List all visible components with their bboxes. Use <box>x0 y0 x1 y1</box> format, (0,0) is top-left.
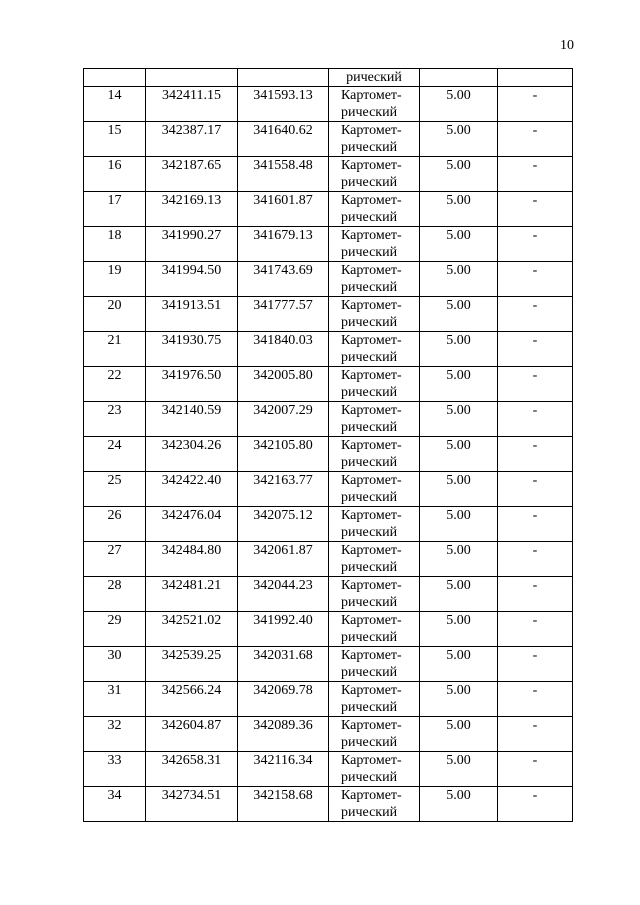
cell-note: - <box>498 682 573 717</box>
method-line-1: Картомет- <box>341 228 402 243</box>
cell-x-coordinate: 342539.25 <box>146 647 238 682</box>
cell-accuracy: 5.00 <box>420 332 498 367</box>
method-line-2: рический <box>341 770 398 785</box>
cell-y-coordinate: 342075.12 <box>238 507 329 542</box>
cell-y-coordinate: 341593.13 <box>238 87 329 122</box>
page-number: 10 <box>560 38 574 53</box>
cell-accuracy: 5.00 <box>420 227 498 262</box>
cell-accuracy: 5.00 <box>420 647 498 682</box>
cell-point-number: 16 <box>84 157 146 192</box>
cell-method <box>329 542 420 577</box>
continuation-cell-method: ричеcкий <box>329 69 420 87</box>
method-line-2: рический <box>341 105 398 120</box>
method-line-1: Картомет- <box>341 473 402 488</box>
cell-accuracy: 5.00 <box>420 262 498 297</box>
cell-x-coordinate: 341913.51 <box>146 297 238 332</box>
cell-point-number: 15 <box>84 122 146 157</box>
method-line-1: Картомет- <box>341 263 402 278</box>
method-line-1: Картомет- <box>341 123 402 138</box>
cell-method <box>329 717 420 752</box>
cell-note: - <box>498 122 573 157</box>
method-line-1: Картомет- <box>341 298 402 313</box>
cell-point-number: 21 <box>84 332 146 367</box>
coordinates-table <box>83 68 573 822</box>
continuation-cell-y <box>238 69 329 87</box>
method-line-1: Картомет- <box>341 683 402 698</box>
cell-method <box>329 297 420 332</box>
method-line-2: рический <box>341 700 398 715</box>
cell-y-coordinate: 342163.77 <box>238 472 329 507</box>
cell-y-coordinate: 342044.23 <box>238 577 329 612</box>
table-row <box>84 437 573 472</box>
cell-y-coordinate: 341679.13 <box>238 227 329 262</box>
cell-point-number: 33 <box>84 752 146 787</box>
cell-method <box>329 87 420 122</box>
table-row <box>84 262 573 297</box>
coordinates-table-body <box>84 69 573 822</box>
method-line-2: рический <box>341 175 398 190</box>
table-row <box>84 752 573 787</box>
cell-y-coordinate: 341777.57 <box>238 297 329 332</box>
cell-note: - <box>498 262 573 297</box>
cell-x-coordinate: 342422.40 <box>146 472 238 507</box>
cell-method <box>329 227 420 262</box>
table-row <box>84 332 573 367</box>
table-row <box>84 787 573 822</box>
cell-accuracy: 5.00 <box>420 787 498 822</box>
cell-accuracy: 5.00 <box>420 682 498 717</box>
method-line-2: рический <box>341 455 398 470</box>
cell-note: - <box>498 507 573 542</box>
cell-note: - <box>498 297 573 332</box>
method-line-1: Картомет- <box>341 753 402 768</box>
cell-note: - <box>498 752 573 787</box>
cell-accuracy: 5.00 <box>420 87 498 122</box>
cell-y-coordinate: 341640.62 <box>238 122 329 157</box>
cell-x-coordinate: 341994.50 <box>146 262 238 297</box>
continuation-cell-note <box>498 69 573 87</box>
cell-method <box>329 507 420 542</box>
cell-point-number: 25 <box>84 472 146 507</box>
cell-accuracy: 5.00 <box>420 472 498 507</box>
cell-point-number: 29 <box>84 612 146 647</box>
cell-point-number: 27 <box>84 542 146 577</box>
cell-x-coordinate: 342140.59 <box>146 402 238 437</box>
table-row <box>84 542 573 577</box>
cell-method <box>329 437 420 472</box>
cell-y-coordinate: 342007.29 <box>238 402 329 437</box>
cell-point-number: 18 <box>84 227 146 262</box>
cell-y-coordinate: 342105.80 <box>238 437 329 472</box>
cell-y-coordinate: 341743.69 <box>238 262 329 297</box>
method-line-1: Картомет- <box>341 193 402 208</box>
cell-accuracy: 5.00 <box>420 192 498 227</box>
method-line-2: рический <box>341 420 398 435</box>
table-row <box>84 87 573 122</box>
continuation-cell-accuracy <box>420 69 498 87</box>
method-line-1: Картомет- <box>341 578 402 593</box>
table-row <box>84 192 573 227</box>
cell-note: - <box>498 87 573 122</box>
cell-accuracy: 5.00 <box>420 717 498 752</box>
cell-method <box>329 647 420 682</box>
cell-x-coordinate: 341990.27 <box>146 227 238 262</box>
method-line-2: рический <box>341 210 398 225</box>
cell-method <box>329 682 420 717</box>
cell-method <box>329 787 420 822</box>
cell-accuracy: 5.00 <box>420 367 498 402</box>
method-line-2: рический <box>341 665 398 680</box>
cell-note: - <box>498 612 573 647</box>
cell-accuracy: 5.00 <box>420 542 498 577</box>
cell-point-number: 23 <box>84 402 146 437</box>
method-line-1: Картомет- <box>341 403 402 418</box>
method-line-2: рический <box>341 735 398 750</box>
cell-y-coordinate: 342061.87 <box>238 542 329 577</box>
table-row <box>84 472 573 507</box>
cell-note: - <box>498 332 573 367</box>
table-row <box>84 682 573 717</box>
method-line-2: рический <box>341 560 398 575</box>
cell-method <box>329 402 420 437</box>
method-line-1: Картомет- <box>341 613 402 628</box>
method-line-2: рический <box>341 595 398 610</box>
cell-x-coordinate: 342734.51 <box>146 787 238 822</box>
cell-accuracy: 5.00 <box>420 752 498 787</box>
cell-accuracy: 5.00 <box>420 437 498 472</box>
method-line-2: рический <box>341 140 398 155</box>
method-line-1: Картомет- <box>341 368 402 383</box>
cell-method <box>329 612 420 647</box>
cell-method <box>329 577 420 612</box>
cell-point-number: 34 <box>84 787 146 822</box>
cell-accuracy: 5.00 <box>420 122 498 157</box>
table-row <box>84 122 573 157</box>
cell-x-coordinate: 342411.15 <box>146 87 238 122</box>
cell-x-coordinate: 342187.65 <box>146 157 238 192</box>
cell-point-number: 26 <box>84 507 146 542</box>
cell-point-number: 31 <box>84 682 146 717</box>
cell-note: - <box>498 192 573 227</box>
cell-note: - <box>498 717 573 752</box>
cell-point-number: 28 <box>84 577 146 612</box>
cell-point-number: 30 <box>84 647 146 682</box>
method-line-1: Картомет- <box>341 543 402 558</box>
table-row <box>84 227 573 262</box>
cell-point-number: 22 <box>84 367 146 402</box>
cell-x-coordinate: 342169.13 <box>146 192 238 227</box>
table-row <box>84 717 573 752</box>
method-line-1: Картомет- <box>341 718 402 733</box>
method-line-1: Картомет- <box>341 333 402 348</box>
cell-note: - <box>498 437 573 472</box>
table-row <box>84 297 573 332</box>
cell-note: - <box>498 542 573 577</box>
cell-x-coordinate: 342521.02 <box>146 612 238 647</box>
cell-x-coordinate: 342476.04 <box>146 507 238 542</box>
table-row <box>84 402 573 437</box>
table-row <box>84 577 573 612</box>
cell-accuracy: 5.00 <box>420 157 498 192</box>
table-row <box>84 367 573 402</box>
cell-x-coordinate: 341976.50 <box>146 367 238 402</box>
cell-accuracy: 5.00 <box>420 297 498 332</box>
cell-accuracy: 5.00 <box>420 507 498 542</box>
cell-y-coordinate: 342158.68 <box>238 787 329 822</box>
method-line-2: рический <box>341 805 398 820</box>
continuation-row <box>84 69 573 87</box>
cell-method <box>329 367 420 402</box>
cell-x-coordinate: 342387.17 <box>146 122 238 157</box>
cell-y-coordinate: 341601.87 <box>238 192 329 227</box>
cell-point-number: 17 <box>84 192 146 227</box>
cell-point-number: 32 <box>84 717 146 752</box>
cell-y-coordinate: 342005.80 <box>238 367 329 402</box>
cell-x-coordinate: 342304.26 <box>146 437 238 472</box>
cell-note: - <box>498 647 573 682</box>
method-line-1: Картомет- <box>341 788 402 803</box>
cell-method <box>329 122 420 157</box>
method-line-1: Картомет- <box>341 648 402 663</box>
cell-method <box>329 262 420 297</box>
cell-accuracy: 5.00 <box>420 577 498 612</box>
table-row <box>84 612 573 647</box>
table-row <box>84 647 573 682</box>
method-line-2: рический <box>341 630 398 645</box>
cell-method <box>329 752 420 787</box>
method-line-1: Картомет- <box>341 438 402 453</box>
method-line-2: рический <box>341 315 398 330</box>
cell-y-coordinate: 341840.03 <box>238 332 329 367</box>
cell-y-coordinate: 342069.78 <box>238 682 329 717</box>
cell-point-number: 14 <box>84 87 146 122</box>
continuation-cell-num <box>84 69 146 87</box>
cell-x-coordinate: 342481.21 <box>146 577 238 612</box>
cell-x-coordinate: 342566.24 <box>146 682 238 717</box>
method-line-2: рический <box>341 525 398 540</box>
cell-method <box>329 332 420 367</box>
cell-note: - <box>498 472 573 507</box>
table-row <box>84 507 573 542</box>
cell-note: - <box>498 402 573 437</box>
method-line-2: рический <box>341 280 398 295</box>
method-line-1: Картомет- <box>341 88 402 103</box>
method-line-1: Картомет- <box>341 158 402 173</box>
cell-note: - <box>498 157 573 192</box>
cell-method <box>329 472 420 507</box>
cell-note: - <box>498 367 573 402</box>
method-line-1: Картомет- <box>341 508 402 523</box>
cell-y-coordinate: 341558.48 <box>238 157 329 192</box>
cell-point-number: 20 <box>84 297 146 332</box>
cell-point-number: 19 <box>84 262 146 297</box>
cell-method <box>329 192 420 227</box>
cell-x-coordinate: 342484.80 <box>146 542 238 577</box>
cell-y-coordinate: 341992.40 <box>238 612 329 647</box>
method-line-2: рический <box>341 245 398 260</box>
cell-note: - <box>498 227 573 262</box>
cell-note: - <box>498 787 573 822</box>
cell-note: - <box>498 577 573 612</box>
cell-x-coordinate: 342604.87 <box>146 717 238 752</box>
method-line-2: рический <box>341 490 398 505</box>
cell-y-coordinate: 342116.34 <box>238 752 329 787</box>
cell-point-number: 24 <box>84 437 146 472</box>
cell-y-coordinate: 342089.36 <box>238 717 329 752</box>
cell-method <box>329 157 420 192</box>
method-line-2: рический <box>341 350 398 365</box>
cell-accuracy: 5.00 <box>420 612 498 647</box>
cell-accuracy: 5.00 <box>420 402 498 437</box>
continuation-cell-x <box>146 69 238 87</box>
table-row <box>84 157 573 192</box>
method-line-2: рический <box>341 385 398 400</box>
cell-x-coordinate: 341930.75 <box>146 332 238 367</box>
cell-y-coordinate: 342031.68 <box>238 647 329 682</box>
cell-x-coordinate: 342658.31 <box>146 752 238 787</box>
